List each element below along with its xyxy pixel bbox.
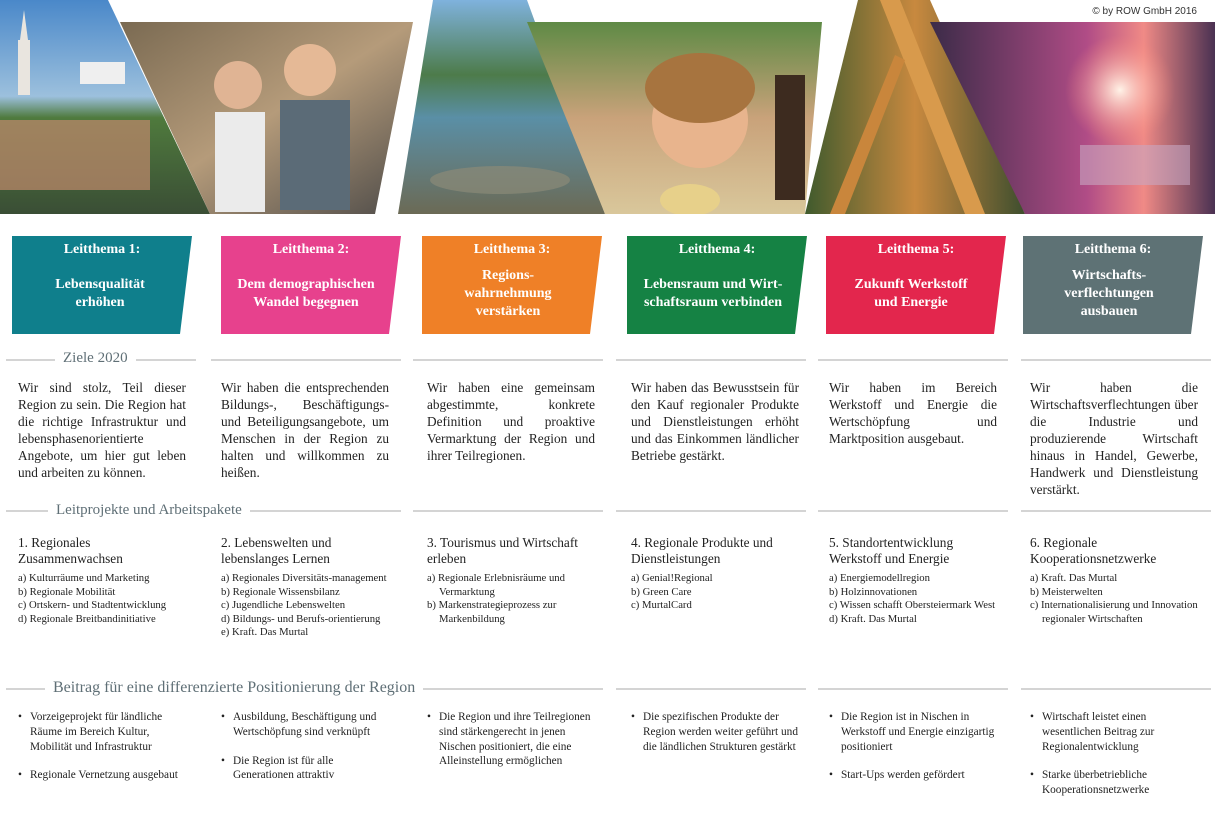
project-3 — [427, 535, 599, 626]
section-projects-heading: Leitprojekte und Arbeitspakete — [48, 502, 250, 519]
contribution-item: • Die Region ist für alle Generationen attraktiv — [221, 754, 393, 784]
contribution-item: • Vorzeigeprojekt für ländliche Räume im Bereich Kultur, Mobilität und Infrastruktur — [18, 710, 190, 754]
copyright-notice: © by ROW GmbH 2016 — [1092, 6, 1197, 17]
theme-title: Dem demographischen Wandel begegnen — [237, 277, 375, 310]
work-package: a) Kraft. Das Murtal — [1030, 572, 1118, 584]
theme-number: Leitthema 6: — [1074, 242, 1152, 257]
goal-3: Wir haben eine gemeinsam abgestimmte, konkrete Definition und proaktive Vermarktung der Region und ihrer Teilregionen. — [427, 380, 595, 463]
work-package: d) Regionale Breitbandinitiative — [18, 612, 156, 625]
project-2 — [221, 535, 393, 640]
project-title: 6. Regionale Kooperationsnetzwerke — [1030, 535, 1157, 566]
theme-4 — [627, 236, 807, 334]
contribution-3 — [427, 710, 599, 783]
work-package: c) MurtalCard — [631, 599, 692, 611]
contribution-1 — [18, 710, 190, 797]
project-title: 3. Tourismus und Wirtschaft erleben — [427, 535, 578, 566]
project-6 — [1030, 535, 1202, 626]
contribution-item: • Die Region und ihre Teilregionen sind stärkengerecht in jenen Nischen positioniert, die eine Alleinstellung ermöglichen — [427, 710, 599, 769]
work-package: d) Kraft. Das Murtal — [829, 612, 917, 625]
contribution-item: • Start-Ups werden gefördert — [829, 768, 1001, 783]
work-package: b) Meisterwelten — [1030, 585, 1103, 598]
section-contribution-heading: Beitrag für eine differenzierte Positionierung der Region — [45, 679, 423, 697]
theme-6 — [1023, 236, 1203, 334]
project-1 — [18, 535, 190, 626]
contribution-item: • Regionale Vernetzung ausgebaut — [18, 768, 190, 783]
project-5 — [829, 535, 1001, 626]
goal-2: Wir haben die entsprechenden Bildungs-, Beschäftigungs- und Beteiligungsangebote, um Menschen in der Region zu halten und willkommen zu heißen. — [221, 380, 389, 480]
project-title: 4. Regionale Produkte und Dienstleistungen — [631, 535, 773, 566]
contribution-2 — [221, 710, 393, 797]
work-package: b) Green Care — [631, 585, 692, 598]
theme-title: Regions-wahrnehmung verstärken — [464, 268, 552, 319]
contribution-item: • Wirtschaft leistet einen wesentlichen Beitrag zur Regionalentwicklung — [1030, 710, 1202, 754]
project-title: 5. Standortentwicklung Werkstoff und Energie — [829, 535, 954, 566]
work-package: c) Ortskern- und Stadtentwicklung — [18, 599, 167, 611]
work-package: a) Energiemodellregion — [829, 572, 930, 584]
contribution-item: • Starke überbetriebliche Kooperationsnetzwerke — [1030, 768, 1202, 798]
work-package: b) Regionale Mobilität — [18, 585, 116, 598]
theme-5 — [826, 236, 1006, 334]
theme-title: Wirtschafts-verflechtungen ausbauen — [1064, 268, 1154, 319]
contribution-item: • Die spezifischen Produkte der Region werden weiter geführt und die ländlichen Strukturen gestärkt — [631, 710, 803, 754]
theme-number: Leitthema 5: — [877, 242, 955, 257]
photo-strip — [0, 0, 1215, 214]
work-package: a) Genial!Regional — [631, 572, 713, 584]
work-package: c) Wissen schafft Obersteiermark West — [829, 599, 996, 611]
theme-number: Leitthema 3: — [473, 242, 551, 257]
work-package-list — [221, 572, 393, 640]
work-package: a) Regionales Diversitäts-management — [221, 572, 387, 584]
theme-2 — [221, 236, 401, 334]
work-package: c) Jugendliche Lebenswelten — [221, 599, 346, 611]
work-package-list — [829, 572, 1001, 626]
work-package-list — [427, 572, 599, 626]
theme-number: Leitthema 1: — [63, 242, 141, 257]
project-title: 2. Lebenswelten und lebenslanges Lernen — [221, 535, 332, 566]
work-package-list — [18, 572, 190, 626]
goal-1: Wir sind stolz, Teil dieser Region zu sein. Die Region hat die richtige Infrastruktur und lebensphasenorientierte Angebote, um hier gut leben und arbeiten zu können. — [18, 380, 186, 480]
work-package: b) Markenstrategieprozess zur Markenbildung — [427, 599, 557, 625]
contribution-item: • Die Region ist in Nischen in Werkstoff und Energie einzigartig positioniert — [829, 710, 1001, 754]
goal-5: Wir haben im Bereich Werkstoff und Energie die Wertschöpfung und Marktposition ausgebaut. — [829, 380, 997, 446]
theme-title: Lebensqualität erhöhen — [55, 277, 145, 310]
work-package: e) Kraft. Das Murtal — [221, 626, 309, 638]
contribution-4 — [631, 710, 803, 768]
theme-3 — [422, 236, 602, 334]
work-package: a) Regionale Erlebnisräume und Vermarktung — [427, 572, 565, 598]
work-package-list — [1030, 572, 1202, 626]
goal-6: Wir haben die Wirtschaftsverflechtungen über die Industrie und produzierende Wirtschaft hinaus in Handel, Gewerbe, Handwerk und Dienstleistung verstärkt. — [1030, 380, 1198, 497]
work-package: d) Bildungs- und Berufs-orientierung — [221, 612, 381, 625]
work-package: b) Holzinnovationen — [829, 585, 918, 598]
goal-4: Wir haben das Bewusstsein für den Kauf regionaler Produkte und Dienstleistungen erhöht und das Einkommen ländlicher Betriebe gestärkt. — [631, 380, 799, 463]
work-package: c) Internationalisierung und Innovation regionaler Wirtschaften — [1030, 599, 1198, 625]
contribution-item: • Ausbildung, Beschäftigung und Wertschöpfung sind verknüpft — [221, 710, 393, 740]
theme-title: Lebensraum und Wirt-schaftsraum verbinden — [643, 277, 783, 310]
project-4 — [631, 535, 803, 613]
theme-1 — [12, 236, 192, 334]
contribution-6 — [1030, 710, 1202, 812]
work-package: a) Kulturräume und Marketing — [18, 572, 150, 584]
theme-title: Zukunft Werkstoff und Energie — [854, 277, 968, 310]
work-package: b) Regionale Wissensbilanz — [221, 585, 340, 598]
theme-number: Leitthema 2: — [272, 242, 350, 257]
project-title: 1. Regionales Zusammenwachsen — [18, 535, 123, 566]
work-package-list — [631, 572, 803, 613]
theme-number: Leitthema 4: — [678, 242, 756, 257]
section-goals-heading: Ziele 2020 — [55, 350, 136, 367]
contribution-5 — [829, 710, 1001, 797]
